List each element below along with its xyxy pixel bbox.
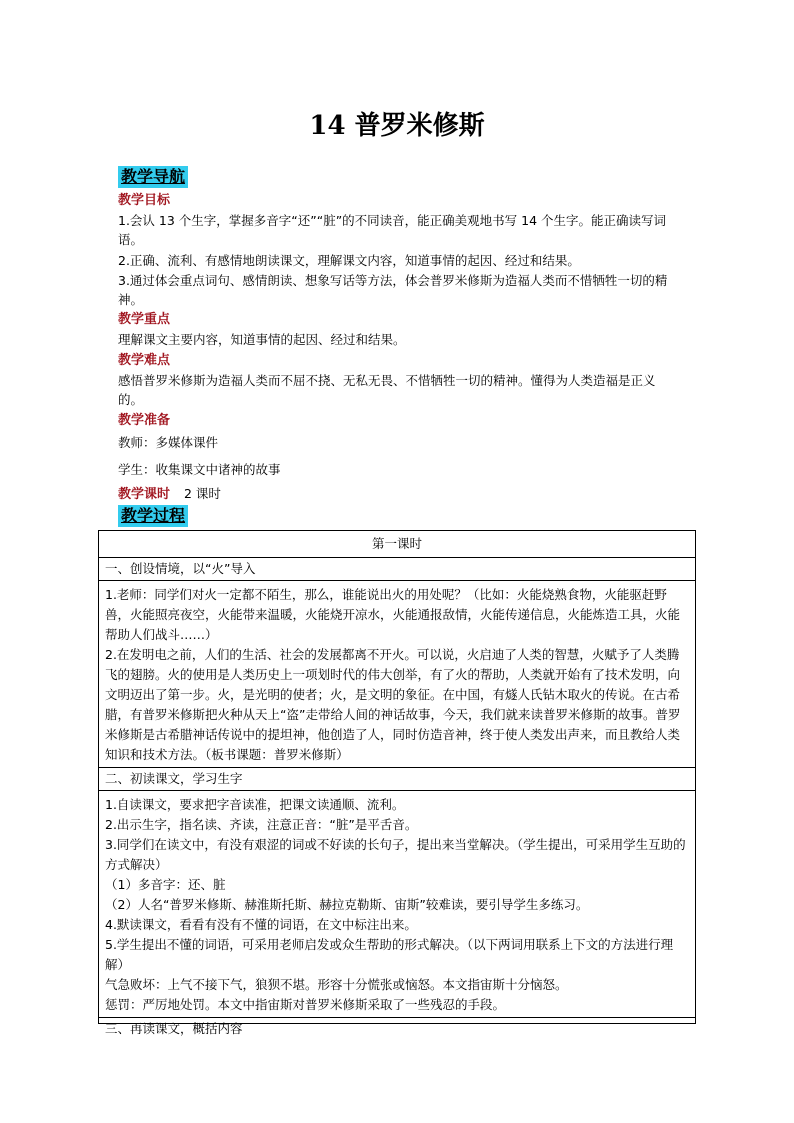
list-item: 5.学生提出不懂的词语，可采用老师启发或众生帮助的形式解决。（以下两词用联系上下文的方法进行理解） bbox=[105, 937, 674, 972]
hours-label: 教学课时 bbox=[118, 487, 171, 502]
difficulty-text: 感悟普罗米修斯为造福人类而不屈不挠、无私无畏、不惜牺牲一切的精神。懂得为人类造福是正义的。 bbox=[118, 373, 656, 407]
section2-content bbox=[99, 791, 695, 1018]
goals-label: 教学目标 bbox=[118, 193, 171, 208]
list-item: 4.默读课文，看看有没有不懂的词语，在文中标注出来。 bbox=[105, 917, 417, 932]
difficulty-label: 教学难点 bbox=[118, 353, 171, 368]
goal-item: 3.通过体会重点词句、感情朗读、想象写话等方法，体会普罗米修斯为造福人类而不惜牺牲一切的精神。 bbox=[118, 273, 668, 307]
prep-teacher: 教师：多媒体课件 bbox=[118, 435, 219, 450]
goal-item: 2.正确、流利、有感情地朗读课文，理解课文内容，知道事情的起因、经过和结果。 bbox=[118, 253, 580, 268]
section-title: 二、初读课文，学习生字 bbox=[99, 768, 695, 791]
list-item: （2）人名“普罗米修斯、赫淮斯托斯、赫拉克勒斯、宙斯”较难读，要引导学生多练习。 bbox=[105, 897, 589, 912]
section-title: 一、创设情境，以“火”导入 bbox=[99, 558, 695, 581]
hours-row bbox=[118, 484, 221, 504]
list-item: 气急败坏：上气不接下气，狼狈不堪。形容十分慌张或恼怒。本文指宙斯十分恼怒。 bbox=[105, 977, 568, 992]
goal-item: 1.会认 13 个生字，掌握多音字“还”“脏”的不同读音，能正确美观地书写 14 个生字。能正确读写词语。 bbox=[118, 213, 667, 247]
lesson-title: 第一课时 bbox=[99, 531, 695, 558]
key-label: 教学重点 bbox=[118, 312, 171, 327]
list-item: 2.出示生字，指名读、齐读，注意正音：“脏”是平舌音。 bbox=[105, 817, 418, 832]
lesson-table bbox=[98, 530, 696, 1036]
hours-value: 2 课时 bbox=[184, 486, 221, 501]
list-item: （1）多音字：还、脏 bbox=[105, 877, 226, 892]
page-title: 14 普罗米修斯 bbox=[309, 111, 485, 141]
list-item: 3.同学们在读文中，有没有艰涩的词或不好读的长句子，提出来当堂解决。（学生提出，可采用学生互助的方式解决） bbox=[105, 837, 686, 872]
list-item: 惩罚：严厉地处罚。本文中指宙斯对普罗米修斯采取了一些残忍的手段。 bbox=[105, 997, 506, 1012]
section1-content bbox=[99, 581, 695, 768]
list-item: 1.自读课文，要求把字音读准，把课文读通顺、流利。 bbox=[105, 797, 405, 812]
prep-label: 教学准备 bbox=[118, 413, 171, 428]
paragraph: 1.老师：同学们对火一定都不陌生，那么，谁能说出火的用处呢？（比如：火能烧熟食物，火能驱赶野兽，火能照亮夜空，火能带来温暖，火能烧开凉水，火能通报敌情，火能传递信息，火能炼造工具，火能帮助人们战斗……） bbox=[105, 587, 681, 642]
prep-student: 学生：收集课文中诸神的故事 bbox=[118, 462, 281, 477]
guide-heading: 教学导航 bbox=[118, 166, 188, 188]
section-title: 三、再读课文，概括内容 bbox=[105, 1021, 243, 1036]
paragraph: 2.在发明电之前，人们的生活、社会的发展都离不开火。可以说，火启迪了人类的智慧，火赋予了人类腾飞的翅膀。火的使用是人类历史上一项划时代的伟大创举，有了火的帮助，人类就开始有了技术发明，向文明迈出了第一步。火，是光明的使者；火，是文明的象征。在中国，有燧人氏钻木取火的传说。在古希腊，有普罗米修斯把火种从天上“盗”走带给人间的神话故事，今天，我们就来读普罗米修斯的故事。普罗米修斯是古希腊神话传说中的提坦神，他创造了人，同时仿造音神，终于使人类发出声来，而且教给人类知识和技术方法。（板书课题：普罗米修斯） bbox=[105, 647, 681, 762]
process-heading: 教学过程 bbox=[118, 505, 188, 527]
key-text: 理解课文主要内容，知道事情的起因、经过和结果。 bbox=[118, 332, 406, 347]
